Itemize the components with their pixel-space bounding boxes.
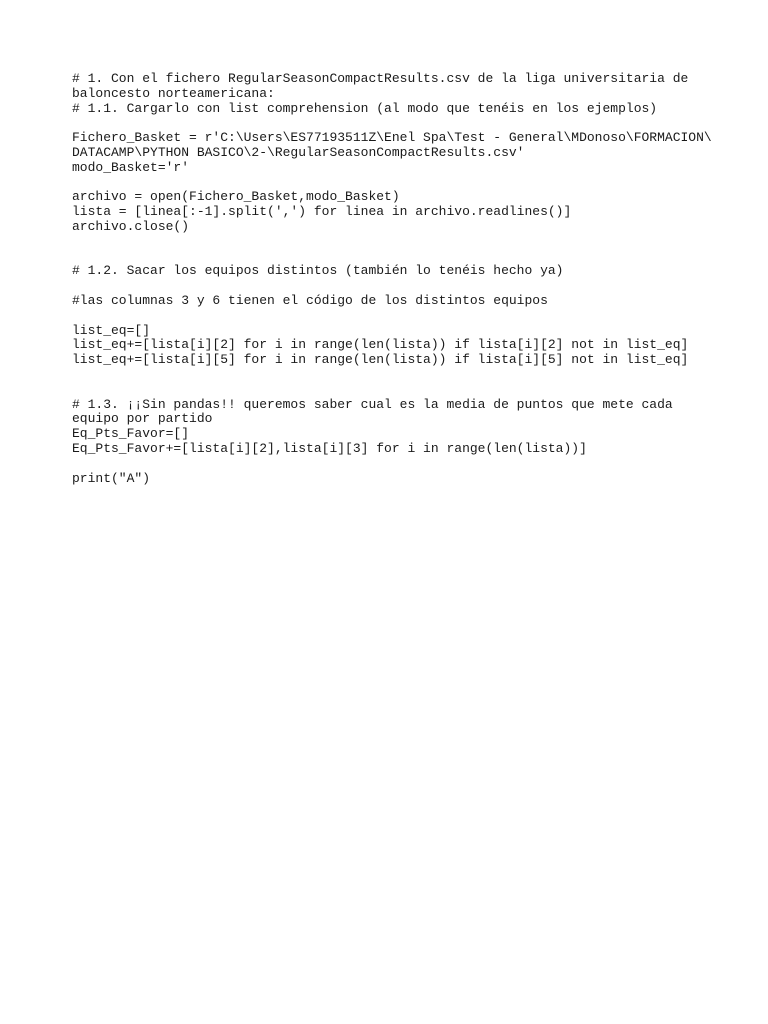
text-line: archivo.close() <box>72 218 190 234</box>
text-line: modo_Basket='r' <box>72 159 190 175</box>
text-line: list_eq=[] <box>72 322 151 338</box>
blank-line <box>72 368 712 383</box>
text-line: Eq_Pts_Favor=[] <box>72 426 190 442</box>
text-line: equipo por partido <box>72 411 213 427</box>
text-line: Fichero_Basket = r'C:\Users\ES77193511Z\Enel Spa\Test - General\MDonoso\FORMACION\ <box>72 130 712 146</box>
blank-line <box>72 383 712 398</box>
document-page <box>72 72 712 486</box>
text-line: lista = [linea[:-1].split(',') for linea in archivo.readlines()] <box>72 204 572 220</box>
blank-line <box>72 279 712 294</box>
blank-line <box>72 250 712 265</box>
text-line: baloncesto norteamericana: <box>72 85 275 101</box>
text-line: # 1.2. Sacar los equipos distintos (también lo tenéis hecho ya) <box>72 263 564 279</box>
blank-line <box>72 176 712 191</box>
text-line: # 1. Con el fichero RegularSeasonCompactResults.csv de la liga universitaria de <box>72 71 689 86</box>
text-line: # 1.3. ¡¡Sin pandas!! queremos saber cual es la media de puntos que mete cada <box>72 396 673 412</box>
blank-line <box>72 309 712 324</box>
text-line: DATACAMP\PYTHON BASICO\2-\RegularSeasonCompactResults.csv' <box>72 144 525 160</box>
text-line: list_eq+=[lista[i][2] for i in range(len(lista)) if lista[i][2] not in list_eq] <box>72 337 689 353</box>
text-line: print("A") <box>72 470 151 486</box>
text-line: archivo = open(Fichero_Basket,modo_Basket) <box>72 189 400 205</box>
text-line: list_eq+=[lista[i][5] for i in range(len(lista)) if lista[i][5] not in list_eq] <box>72 352 689 368</box>
text-line: Eq_Pts_Favor+=[lista[i][2],lista[i][3] for i in range(len(lista))] <box>72 440 587 456</box>
blank-line <box>72 116 712 131</box>
blank-line <box>72 235 712 250</box>
text-line: # 1.1. Cargarlo con list comprehension (al modo que tenéis en los ejemplos) <box>72 100 658 116</box>
blank-line <box>72 457 712 472</box>
text-line: #las columnas 3 y 6 tienen el código de los distintos equipos <box>72 292 548 308</box>
